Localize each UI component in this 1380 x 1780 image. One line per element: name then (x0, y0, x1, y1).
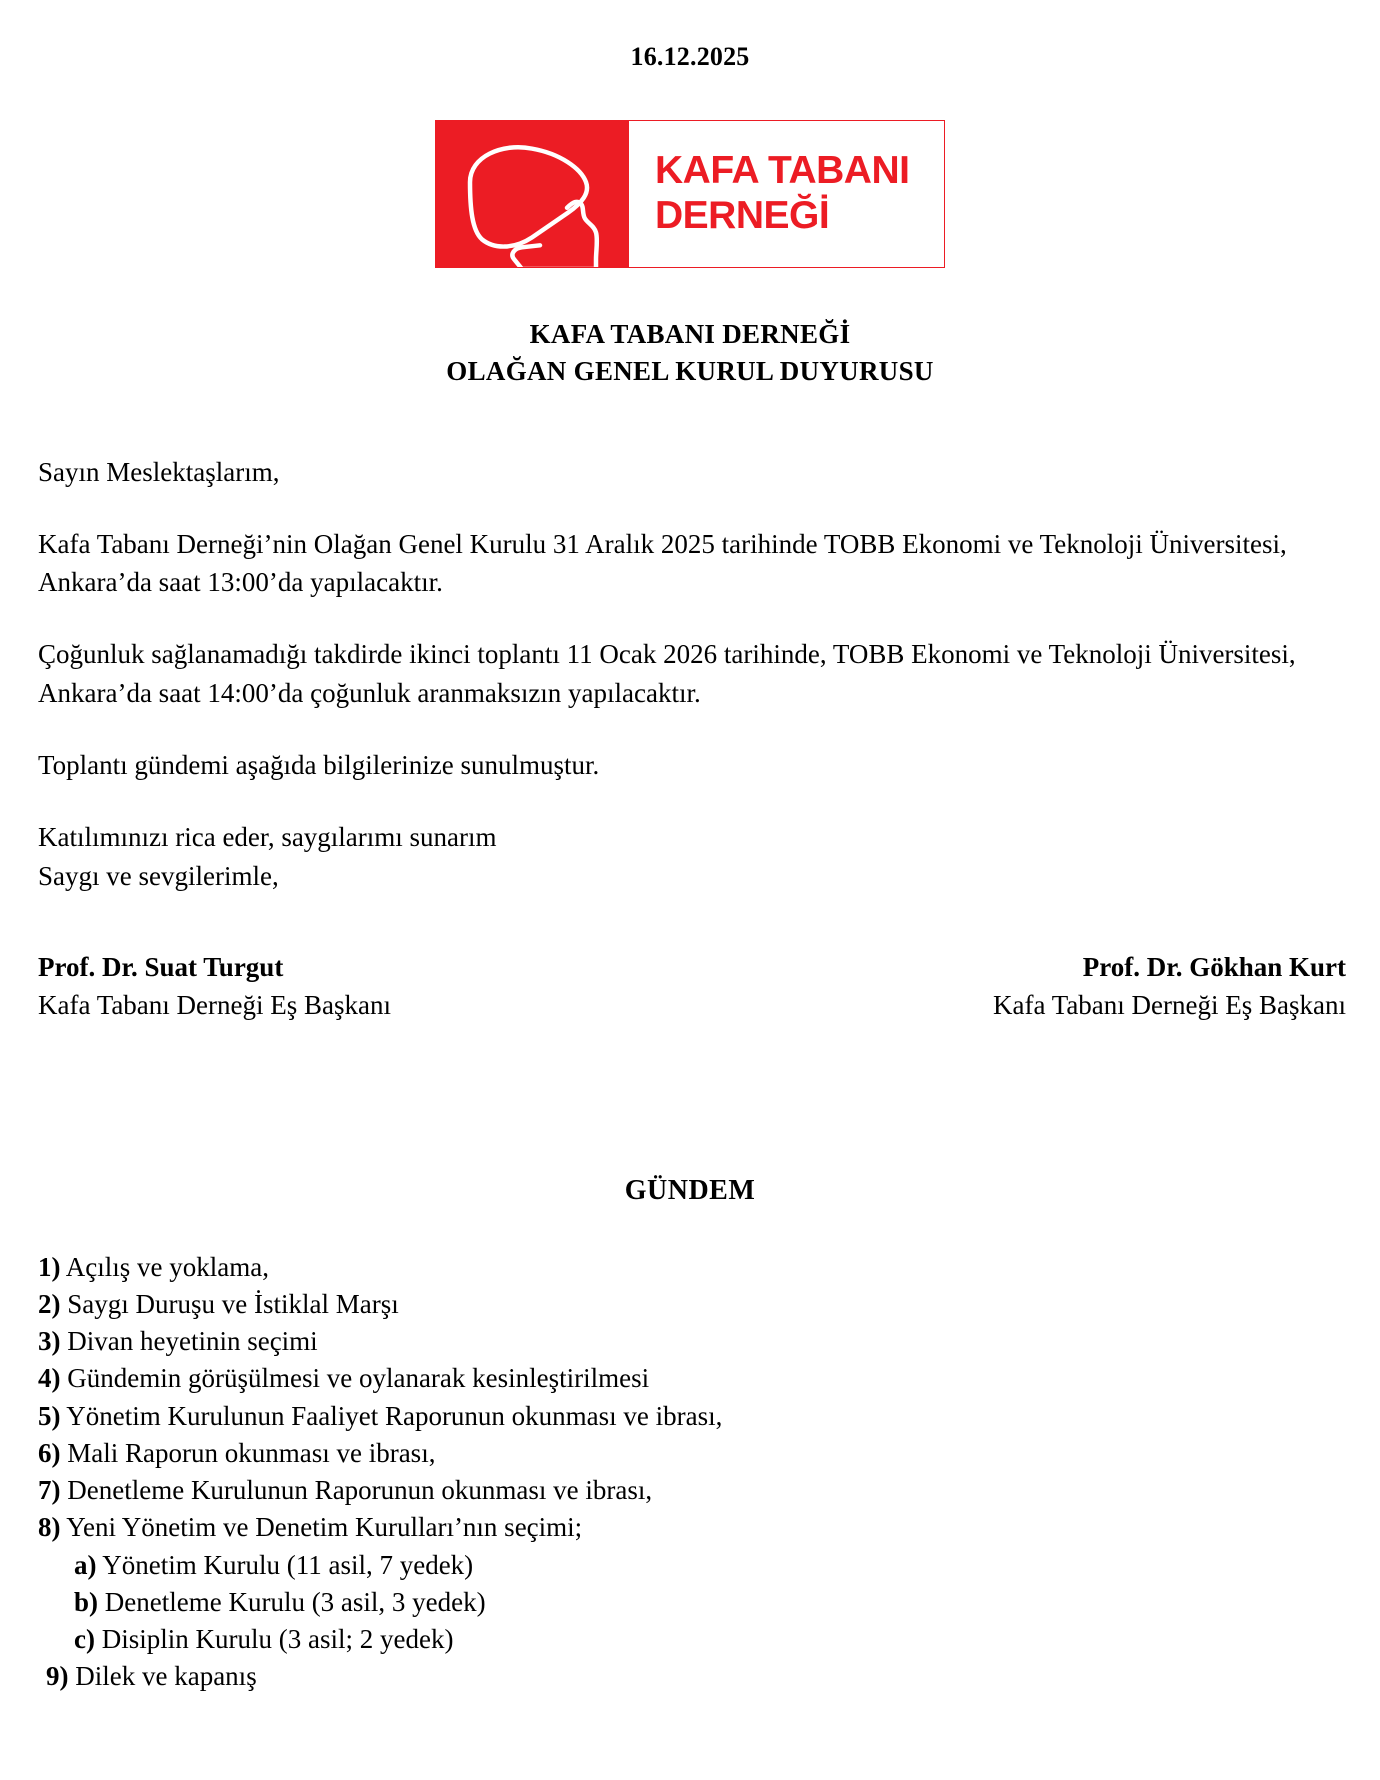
page-title (0, 316, 1380, 391)
page-title-line2: OLAĞAN GENEL KURUL DUYURUSU (446, 356, 934, 387)
agenda-item (38, 1398, 1350, 1435)
agenda-item-label: Denetleme Kurulunun Raporunun okunması ve ibrası, (67, 1475, 653, 1506)
agenda-item (38, 1472, 1350, 1509)
signature-right-name: Prof. Dr. Gökhan Kurt (1082, 952, 1346, 983)
agenda-item-label: Yeni Yönetim ve Denetim Kurulları’nın seçimi; (66, 1512, 583, 1543)
agenda-heading: GÜNDEM (624, 1174, 756, 1206)
agenda-item-label: Yönetim Kurulunun Faaliyet Raporunun okunması ve ibrası, (66, 1400, 723, 1431)
agenda-subitem (38, 1547, 1350, 1584)
signature-left-role: Kafa Tabanı Derneği Eş Başkanı (38, 989, 391, 1020)
logo-container (0, 120, 1380, 268)
letter-salutation: Sayın Meslektaşlarım, (38, 456, 280, 487)
agenda-item-number: 4) (38, 1363, 61, 1394)
letter-closing-line-2: Saygı ve sevgilerimle, (38, 860, 279, 891)
agenda-subitem-label: Yönetim Kurulu (11 asil, 7 yedek) (102, 1549, 474, 1580)
signature-right-role: Kafa Tabanı Derneği Eş Başkanı (993, 989, 1346, 1020)
agenda-subitem-number: a) (74, 1549, 97, 1580)
signature-left (38, 949, 666, 1025)
agenda-item (38, 1323, 1350, 1360)
agenda-subitem-label: Disiplin Kurulu (3 asil; 2 yedek) (101, 1624, 454, 1655)
letter-paragraph-1: Kafa Tabanı Derneği’nin Olağan Genel Kurulu 31 Aralık 2025 tarihinde TOBB Ekonomi ve Teknoloji Üniversitesi, Ankara’da saat 13:00’da yapılacaktır. (38, 528, 1287, 598)
logo-brand-line2: DERNEĞİ (655, 194, 830, 237)
agenda-item-number: 6) (38, 1437, 61, 1468)
agenda-item-number: 1) (38, 1251, 61, 1282)
agenda-list (0, 1249, 1380, 1696)
agenda-item-label: Saygı Duruşu ve İstiklal Marşı (67, 1288, 399, 1319)
letter-body (0, 453, 1380, 896)
agenda-item-number: 7) (38, 1475, 61, 1506)
association-logo (435, 120, 945, 268)
agenda-item-number: 2) (38, 1288, 61, 1319)
agenda-item (38, 1435, 1350, 1472)
agenda-item (38, 1249, 1350, 1286)
signature-right (718, 949, 1346, 1025)
logo-brand-line1: KAFA TABANI (655, 149, 910, 193)
letter-paragraph-3: Toplantı gündemi aşağıda bilgilerinize sunulmuştur. (38, 750, 600, 781)
agenda-item-label: Açılış ve yoklama, (65, 1251, 269, 1282)
letter-paragraph-2: Çoğunluk sağlanamadığı takdirde ikinci toplantı 11 Ocak 2026 tarihinde, TOBB Ekonomi ve Teknoloji Üniversitesi, Ankara’da saat 14:00’da çoğunluk aranmaksızın yapılacaktır. (38, 639, 1296, 708)
agenda-item-number: 8) (38, 1512, 61, 1543)
agenda-item (38, 1658, 1350, 1695)
agenda-item (38, 1509, 1350, 1546)
agenda-item-label: Dilek ve kapanış (75, 1661, 257, 1692)
skull-base-outline-icon (436, 121, 629, 267)
agenda-item-label: Mali Raporun okunması ve ibrası, (67, 1437, 436, 1468)
agenda-item-label: Gündemin görüşülmesi ve oylanarak kesinleştirilmesi (67, 1363, 650, 1394)
agenda-subitem-number: b) (74, 1586, 99, 1617)
document-date: 16.12.2025 (630, 42, 750, 71)
letter-closing-line-1: Katılımınızı rica eder, saygılarımı sunarım (38, 822, 497, 853)
agenda-subitem (38, 1621, 1350, 1658)
signature-left-name: Prof. Dr. Suat Turgut (38, 952, 284, 983)
agenda-subitem-label: Denetleme Kurulu (3 asil, 3 yedek) (104, 1586, 486, 1617)
page-title-line1: KAFA TABANI DERNEĞİ (529, 319, 851, 349)
agenda-subitem-number: c) (74, 1624, 95, 1655)
agenda-item-label: Divan heyetinin seçimi (67, 1326, 318, 1357)
agenda-item-number: 3) (38, 1326, 61, 1357)
agenda-subitem (38, 1584, 1350, 1621)
agenda-item (38, 1360, 1350, 1397)
agenda-item-number: 9) (46, 1661, 69, 1692)
signature-block (0, 949, 1380, 1025)
agenda-item (38, 1286, 1350, 1323)
logo-wordmark (629, 121, 944, 267)
agenda-item-number: 5) (38, 1400, 61, 1431)
